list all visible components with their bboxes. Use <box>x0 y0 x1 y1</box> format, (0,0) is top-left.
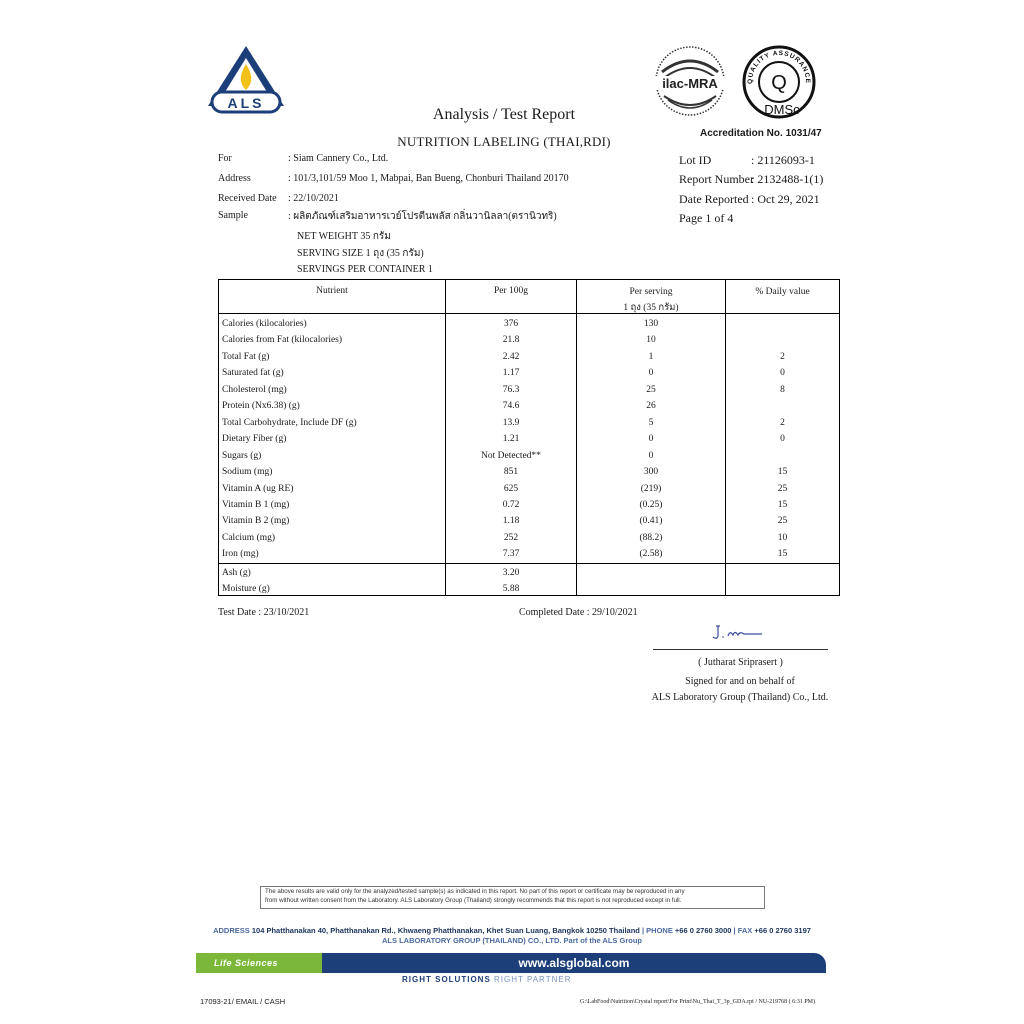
cell-serving: 0 <box>648 434 654 445</box>
report-number-value: : 2132488-1(1) <box>751 172 824 186</box>
report-subtitle: NUTRITION LABELING (THAI,RDI) <box>397 134 611 149</box>
cell-per100: 74.6 <box>502 401 520 412</box>
cell-nutrient: Ash (g) <box>222 568 251 578</box>
test-date: Test Date : 23/10/2021 <box>218 607 310 618</box>
cell-serving: (88.2) <box>639 532 663 543</box>
cell-daily: 25 <box>777 483 788 494</box>
cell-daily: 15 <box>777 499 788 510</box>
cell-serving: (0.41) <box>639 516 663 527</box>
net-weight: NET WEIGHT 35 กรัม <box>297 231 391 242</box>
cell-serving: 5 <box>648 417 654 428</box>
cell-per100: 13.9 <box>502 417 520 428</box>
tagline-bold: RIGHT SOLUTIONS <box>402 975 491 984</box>
date-reported-label: Date Reported <box>679 192 749 206</box>
header-daily-value: % Daily value <box>755 287 810 297</box>
address-value: : 101/3,101/59 Moo 1, Mabpai, Ban Bueng, Chonburi Thailand 20170 <box>288 173 569 184</box>
header-per-serving: Per serving <box>629 287 673 297</box>
report-title: Analysis / Test Report <box>432 106 576 123</box>
cell-per100: 1.21 <box>502 434 520 445</box>
cell-nutrient: Sugars (g) <box>222 450 262 461</box>
cell-serving: (0.25) <box>639 499 663 510</box>
phone-value: +66 0 2760 3000 <box>674 926 732 935</box>
servings-per-container: SERVINGS PER CONTAINER 1 <box>297 264 433 275</box>
header-serving-size: 1 ถุง (35 กรัม) <box>623 303 679 313</box>
cell-nutrient: Dietary Fiber (g) <box>222 434 287 445</box>
cell-nutrient: Vitamin B 1 (mg) <box>222 499 290 510</box>
tagline <box>402 975 571 984</box>
disclaimer-line-1: The above results are valid only for the analyzed/tested sample(s) as indicated in this report. No part of this report or certificate may be reproduced in any <box>265 888 685 895</box>
ilac-mra-text: ilac-MRA <box>662 76 718 91</box>
fax-value: +66 0 2760 3197 <box>754 926 811 935</box>
accreditation-number: Accreditation No. 1031/47 <box>700 128 822 139</box>
dmsc-q-letter: Q <box>771 72 787 94</box>
cell-serving: 25 <box>646 384 656 395</box>
handwritten-signature <box>710 622 770 642</box>
signatory-name: ( Jutharat Sriprasert ) <box>698 657 783 668</box>
cell-serving: (2.58) <box>639 549 663 560</box>
report-number-label: Report Number <box>679 172 754 186</box>
als-logo-text: ALS <box>227 95 265 111</box>
sample-label: Sample <box>218 210 248 221</box>
footer-address: ADDRESS 104 Phatthanakan 40, Phatthanakan Rd., Khwaeng Phatthanakan, Khet Suan Luang, Bangkok 10250 Thailand | PHONE +66 0 2760 3000 | FAX +66 0 2760 3197 <box>213 926 811 935</box>
address-footer-label: ADDRESS <box>213 926 250 935</box>
cell-daily: 0 <box>780 434 785 445</box>
life-sciences-band: Life Sciences <box>196 953 322 973</box>
lot-id-label: Lot ID <box>679 153 712 167</box>
website-link[interactable]: www.alsglobal.com <box>322 953 826 973</box>
cell-nutrient: Vitamin B 2 (mg) <box>222 516 290 527</box>
page-indicator: Page 1 of 4 <box>679 211 734 225</box>
disclaimer-line-2: from without written consent from the Laboratory. ALS Laboratory Group (Thailand) strongly recommends that this report is not reproduced except in full. <box>265 896 682 904</box>
cell-per100: 2.42 <box>502 351 520 362</box>
cell-per100: 76.3 <box>502 384 520 395</box>
cell-serving: 26 <box>646 401 656 412</box>
for-label: For <box>218 153 232 164</box>
signatory-company: ALS Laboratory Group (Thailand) Co., Ltd. <box>651 692 829 703</box>
cell-nutrient: Calories from Fat (kilocalories) <box>222 335 343 346</box>
tagline-light: RIGHT PARTNER <box>494 975 572 984</box>
cell-per100: 851 <box>503 467 519 478</box>
ilac-mra-logo <box>650 42 730 120</box>
cell-daily: 0 <box>780 368 785 379</box>
cell-per100: 5.88 <box>502 584 520 594</box>
cell-daily: 10 <box>777 532 788 543</box>
sample-value: : ผลิตภัณฑ์เสริมอาหารเวย์โปรตีนพลัส กลิ่นวานิลลา(ตรานิวทริ) <box>288 211 557 222</box>
dmsc-text: DMSc <box>764 102 800 117</box>
address-label: Address <box>218 173 251 184</box>
address-footer-value: 104 Phatthanakan 40, Phatthanakan Rd., Khwaeng Phatthanakan, Khet Suan Luang, Bangkok 10250 Thailand <box>251 926 640 935</box>
cell-daily: 25 <box>777 516 788 527</box>
cell-serving: 0 <box>648 450 654 461</box>
cell-nutrient: Calcium (mg) <box>222 532 276 543</box>
cell-per100: 376 <box>503 319 519 329</box>
cell-serving: (219) <box>640 483 662 494</box>
cell-nutrient: Saturated fat (g) <box>222 368 284 379</box>
cell-serving: 300 <box>643 467 659 478</box>
header-per-100g: Per 100g <box>493 286 529 296</box>
cell-nutrient: Total Carbohydrate, Include DF (g) <box>222 417 357 428</box>
nutrition-table <box>218 279 840 596</box>
cell-nutrient: Moisture (g) <box>222 584 270 594</box>
dmsc-ring-text: QUALITY ASSURANCE <box>746 49 812 85</box>
cell-daily: 8 <box>780 384 785 395</box>
cell-nutrient: Total Fat (g) <box>222 351 270 362</box>
cell-nutrient: Sodium (mg) <box>222 467 273 478</box>
received-date-value: : 22/10/2021 <box>288 193 339 204</box>
cell-per100: 1.18 <box>502 516 520 527</box>
cell-daily: 2 <box>780 351 785 362</box>
for-value: : Siam Cannery Co., Ltd. <box>288 153 389 164</box>
cell-per100: 7.37 <box>502 549 520 560</box>
cell-serving: 0 <box>648 368 654 379</box>
footer-code: 17093-21/ EMAIL / CASH <box>200 997 286 1006</box>
phone-label: PHONE <box>646 926 673 935</box>
cell-per100: 625 <box>503 483 519 494</box>
cell-per100: 3.20 <box>502 568 520 578</box>
cell-serving: 1 <box>648 351 654 362</box>
cell-serving: 130 <box>643 319 659 329</box>
cell-per100: 21.8 <box>502 335 520 346</box>
cell-per100: Not Detected** <box>481 450 541 461</box>
signed-on-behalf: Signed for and on behalf of <box>685 676 795 687</box>
cell-nutrient: Cholesterol (mg) <box>222 384 287 395</box>
signature-line <box>653 649 828 650</box>
cell-serving: 10 <box>646 335 656 346</box>
cell-nutrient: Vitamin A (ug RE) <box>222 483 294 494</box>
disclaimer-box <box>260 886 765 909</box>
fax-label: FAX <box>737 926 753 935</box>
lot-id-value: : 21126093-1 <box>751 153 815 167</box>
completed-date: Completed Date : 29/10/2021 <box>519 607 638 618</box>
cell-nutrient: Iron (mg) <box>222 549 259 560</box>
footer-group-line: ALS LABORATORY GROUP (THAILAND) CO., LTD. Part of the ALS Group <box>382 936 642 945</box>
cell-per100: 1.17 <box>502 368 520 379</box>
serving-size: SERVING SIZE 1 ถุง (35 กรัม) <box>297 248 424 259</box>
cell-daily: 2 <box>780 417 785 428</box>
cell-daily: 15 <box>777 549 788 560</box>
date-reported-value: : Oct 29, 2021 <box>751 192 820 206</box>
cell-per100: 0.72 <box>502 499 520 510</box>
cell-nutrient: Protein (Nx6.38) (g) <box>222 401 300 412</box>
cell-per100: 252 <box>503 532 519 543</box>
received-date-label: Received Date <box>218 193 277 204</box>
dmsc-quality-assurance-logo <box>738 44 820 122</box>
cell-daily: 15 <box>777 467 788 478</box>
footer-file-path: G:\LabFood\Nutrition\Crystal report\For Print\Nu_Thai_T_3p_GDA.rpt / NU-219768 ( 6:31 PM) <box>580 999 815 1005</box>
cell-nutrient: Calories (kilocalories) <box>222 319 307 329</box>
header-nutrient: Nutrient <box>316 286 348 296</box>
